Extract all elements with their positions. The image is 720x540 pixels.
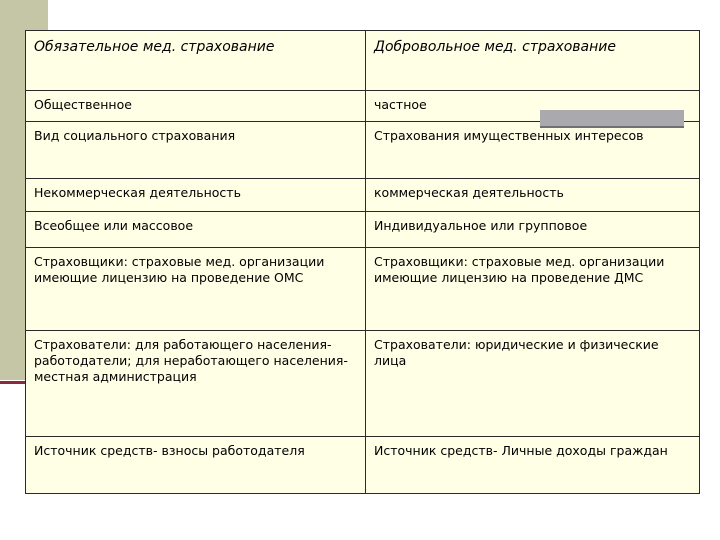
- header-voluntary-insurance: Добровольное мед. страхование: [366, 31, 700, 91]
- decorative-grey-block: [540, 110, 684, 126]
- insurance-comparison-table: [25, 30, 700, 494]
- decorative-grey-line: [540, 126, 684, 128]
- table-row: [26, 248, 700, 331]
- cell-voluntary: Источник средств- Личные доходы граждан: [366, 437, 700, 494]
- cell-voluntary: Страховщики: страховые мед. организации имеющие лицензию на проведение ДМС: [366, 248, 700, 331]
- cell-voluntary: коммерческая деятельность: [366, 179, 700, 212]
- cell-mandatory: Страхователи: для работающего населения- работодатели; для неработающего населения- местная администрация: [26, 331, 366, 437]
- cell-voluntary: частное: [366, 91, 700, 122]
- table-row: [26, 331, 700, 437]
- cell-mandatory: Вид социального страхования: [26, 122, 366, 179]
- table-header-row: [26, 31, 700, 91]
- cell-mandatory: Страховщики: страховые мед. организации имеющие лицензию на проведение ОМС: [26, 248, 366, 331]
- cell-mandatory: Некоммерческая деятельность: [26, 179, 366, 212]
- cell-voluntary: Страхования имущественных интересов: [366, 122, 700, 179]
- cell-voluntary: Индивидуальное или групповое: [366, 212, 700, 248]
- table-row: [26, 179, 700, 212]
- cell-voluntary: Страхователи: юридические и физические лица: [366, 331, 700, 437]
- table-row: [26, 212, 700, 248]
- cell-mandatory: Общественное: [26, 91, 366, 122]
- table-row: [26, 437, 700, 494]
- cell-mandatory: Источник средств- взносы работодателя: [26, 437, 366, 494]
- table-row: [26, 122, 700, 179]
- header-mandatory-insurance: Обязательное мед. страхование: [26, 31, 366, 91]
- cell-mandatory: Всеобщее или массовое: [26, 212, 366, 248]
